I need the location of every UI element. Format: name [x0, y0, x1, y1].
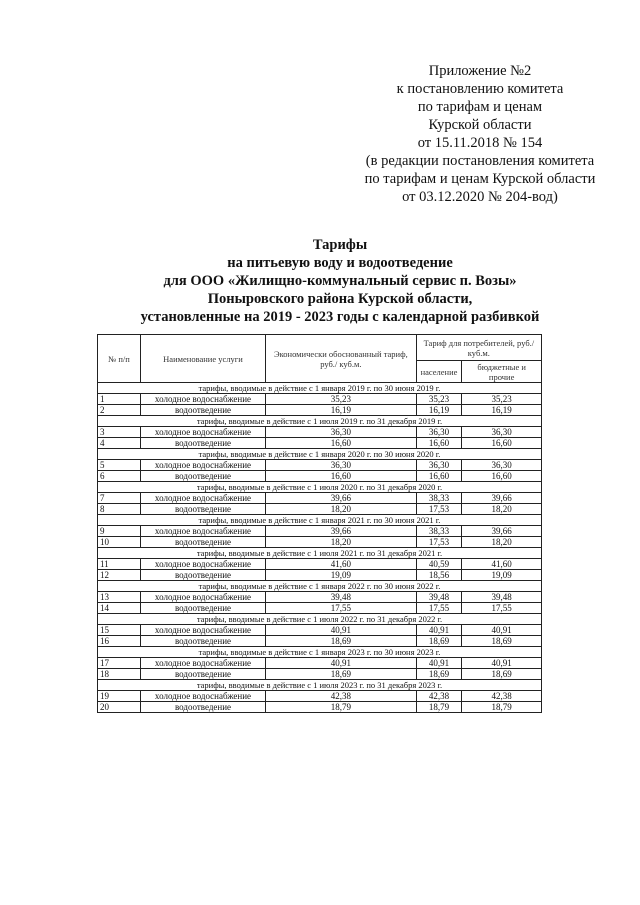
document-title [60, 236, 620, 326]
period-label: тарифы, вводимые в действие с 1 июля 2021 г. по 31 декабря 2021 г. [98, 548, 542, 559]
table-row [98, 691, 542, 702]
header-budget: бюджетные и прочие [462, 361, 542, 383]
row-number: 2 [98, 405, 141, 416]
appendix-line: Приложение №2 [428, 63, 532, 79]
service-name: водоотведение [141, 636, 266, 647]
economic-tariff: 40,91 [266, 658, 417, 669]
budget-tariff: 41,60 [462, 559, 542, 570]
budget-tariff: 40,91 [462, 625, 542, 636]
budget-tariff: 16,60 [462, 471, 542, 482]
period-label: тарифы, вводимые в действие с 1 января 2023 г. по 30 июня 2023 г. [98, 647, 542, 658]
population-tariff: 18,79 [416, 702, 462, 713]
population-tariff: 39,48 [416, 592, 462, 603]
header-num: № п/п [98, 335, 141, 383]
economic-tariff: 18,69 [266, 636, 417, 647]
service-name: водоотведение [141, 702, 266, 713]
row-number: 18 [98, 669, 141, 680]
population-tariff: 17,53 [416, 537, 462, 548]
economic-tariff: 16,60 [266, 438, 417, 449]
economic-tariff: 19,09 [266, 570, 417, 581]
service-name: водоотведение [141, 669, 266, 680]
budget-tariff: 40,91 [462, 658, 542, 669]
table-row [98, 603, 542, 614]
economic-tariff: 35,23 [266, 394, 417, 405]
economic-tariff: 40,91 [266, 625, 417, 636]
period-row [98, 482, 542, 493]
row-number: 1 [98, 394, 141, 405]
population-tariff: 36,30 [416, 460, 462, 471]
period-row [98, 416, 542, 427]
row-number: 11 [98, 559, 141, 570]
tariffs-table [97, 334, 542, 713]
service-name: холодное водоснабжение [141, 592, 266, 603]
appendix-block [330, 62, 630, 206]
population-tariff: 35,23 [416, 394, 462, 405]
row-number: 6 [98, 471, 141, 482]
economic-tariff: 36,30 [266, 427, 417, 438]
budget-tariff: 35,23 [462, 394, 542, 405]
budget-tariff: 18,20 [462, 504, 542, 515]
period-row [98, 383, 542, 394]
table-row [98, 636, 542, 647]
tariffs-body [98, 383, 542, 713]
budget-tariff: 42,38 [462, 691, 542, 702]
period-label: тарифы, вводимые в действие с 1 января 2021 г. по 30 июня 2021 г. [98, 515, 542, 526]
period-label: тарифы, вводимые в действие с 1 июля 2020 г. по 31 декабря 2020 г. [98, 482, 542, 493]
population-tariff: 17,53 [416, 504, 462, 515]
budget-tariff: 16,19 [462, 405, 542, 416]
table-row [98, 438, 542, 449]
population-tariff: 42,38 [416, 691, 462, 702]
population-tariff: 40,91 [416, 625, 462, 636]
row-number: 5 [98, 460, 141, 471]
budget-tariff: 36,30 [462, 460, 542, 471]
service-name: холодное водоснабжение [141, 493, 266, 504]
service-name: водоотведение [141, 438, 266, 449]
row-number: 17 [98, 658, 141, 669]
period-row [98, 647, 542, 658]
budget-tariff: 19,09 [462, 570, 542, 581]
economic-tariff: 39,48 [266, 592, 417, 603]
budget-tariff: 18,20 [462, 537, 542, 548]
population-tariff: 18,69 [416, 636, 462, 647]
table-row [98, 559, 542, 570]
service-name: водоотведение [141, 537, 266, 548]
row-number: 13 [98, 592, 141, 603]
service-name: холодное водоснабжение [141, 559, 266, 570]
economic-tariff: 18,20 [266, 537, 417, 548]
population-tariff: 36,30 [416, 427, 462, 438]
row-number: 8 [98, 504, 141, 515]
population-tariff: 18,69 [416, 669, 462, 680]
appendix-line: по тарифам и ценам [417, 99, 543, 115]
economic-tariff: 18,69 [266, 669, 417, 680]
period-label: тарифы, вводимые в действие с 1 июля 2019 г. по 31 декабря 2019 г. [98, 416, 542, 427]
population-tariff: 16,60 [416, 471, 462, 482]
population-tariff: 16,19 [416, 405, 462, 416]
service-name: холодное водоснабжение [141, 625, 266, 636]
economic-tariff: 18,20 [266, 504, 417, 515]
row-number: 10 [98, 537, 141, 548]
row-number: 9 [98, 526, 141, 537]
row-number: 4 [98, 438, 141, 449]
title-line: Поныровского района Курской области, [207, 291, 473, 307]
service-name: водоотведение [141, 471, 266, 482]
economic-tariff: 18,79 [266, 702, 417, 713]
service-name: водоотведение [141, 603, 266, 614]
row-number: 12 [98, 570, 141, 581]
economic-tariff: 17,55 [266, 603, 417, 614]
title-line: Тарифы [312, 237, 368, 253]
title-line: на питьевую воду и водоотведение [227, 255, 453, 271]
row-number: 16 [98, 636, 141, 647]
table-row [98, 460, 542, 471]
economic-tariff: 42,38 [266, 691, 417, 702]
population-tariff: 17,55 [416, 603, 462, 614]
population-tariff: 40,59 [416, 559, 462, 570]
header-population: население [416, 361, 462, 383]
budget-tariff: 18,79 [462, 702, 542, 713]
service-name: холодное водоснабжение [141, 427, 266, 438]
table-row [98, 658, 542, 669]
period-label: тарифы, вводимые в действие с 1 января 2020 г. по 30 июня 2020 г. [98, 449, 542, 460]
header-service: Наименование услуги [141, 335, 266, 383]
service-name: водоотведение [141, 570, 266, 581]
service-name: холодное водоснабжение [141, 691, 266, 702]
row-number: 14 [98, 603, 141, 614]
appendix-line: к постановлению комитета [396, 81, 564, 97]
appendix-line: от 15.11.2018 № 154 [417, 135, 543, 151]
title-line: установленные на 2019 - 2023 годы с календарной разбивкой [140, 309, 540, 325]
row-number: 20 [98, 702, 141, 713]
row-number: 3 [98, 427, 141, 438]
table-row [98, 427, 542, 438]
population-tariff: 16,60 [416, 438, 462, 449]
service-name: холодное водоснабжение [141, 460, 266, 471]
table-row [98, 702, 542, 713]
service-name: водоотведение [141, 504, 266, 515]
table-row [98, 526, 542, 537]
row-number: 15 [98, 625, 141, 636]
budget-tariff: 17,55 [462, 603, 542, 614]
appendix-line: от 03.12.2020 № 204-вод) [402, 189, 558, 205]
budget-tariff: 39,48 [462, 592, 542, 603]
budget-tariff: 36,30 [462, 427, 542, 438]
table-row [98, 504, 542, 515]
table-row [98, 405, 542, 416]
period-label: тарифы, вводимые в действие с 1 июля 2022 г. по 31 декабря 2022 г. [98, 614, 542, 625]
appendix-line: по тарифам и ценам Курской области [364, 171, 596, 187]
budget-tariff: 18,69 [462, 669, 542, 680]
population-tariff: 40,91 [416, 658, 462, 669]
table-row [98, 625, 542, 636]
period-row [98, 680, 542, 691]
table-row [98, 493, 542, 504]
economic-tariff: 41,60 [266, 559, 417, 570]
row-number: 7 [98, 493, 141, 504]
header-consumer: Тариф для потребителей, руб./куб.м. [416, 335, 541, 361]
period-row [98, 515, 542, 526]
economic-tariff: 36,30 [266, 460, 417, 471]
period-label: тарифы, вводимые в действие с 1 января 2019 г. по 30 июня 2019 г. [98, 383, 542, 394]
economic-tariff: 39,66 [266, 526, 417, 537]
period-label: тарифы, вводимые в действие с 1 января 2022 г. по 30 июня 2022 г. [98, 581, 542, 592]
economic-tariff: 39,66 [266, 493, 417, 504]
service-name: холодное водоснабжение [141, 658, 266, 669]
service-name: водоотведение [141, 405, 266, 416]
service-name: холодное водоснабжение [141, 394, 266, 405]
appendix-line: (в редакции постановления комитета [365, 153, 595, 169]
appendix-line: Курской области [428, 117, 532, 133]
population-tariff: 18,56 [416, 570, 462, 581]
table-row [98, 394, 542, 405]
economic-tariff: 16,19 [266, 405, 417, 416]
row-number: 19 [98, 691, 141, 702]
table-row [98, 537, 542, 548]
service-name: холодное водоснабжение [141, 526, 266, 537]
population-tariff: 38,33 [416, 526, 462, 537]
header-economic: Экономически обоснованный тариф, руб./ куб.м. [266, 335, 417, 383]
population-tariff: 38,33 [416, 493, 462, 504]
budget-tariff: 16,60 [462, 438, 542, 449]
period-row [98, 449, 542, 460]
table-row [98, 471, 542, 482]
period-row [98, 548, 542, 559]
budget-tariff: 18,69 [462, 636, 542, 647]
period-label: тарифы, вводимые в действие с 1 июля 2023 г. по 31 декабря 2023 г. [98, 680, 542, 691]
period-row [98, 581, 542, 592]
table-row [98, 592, 542, 603]
budget-tariff: 39,66 [462, 493, 542, 504]
title-line: для ООО «Жилищно-коммунальный сервис п. Возы» [163, 273, 517, 289]
economic-tariff: 16,60 [266, 471, 417, 482]
budget-tariff: 39,66 [462, 526, 542, 537]
period-row [98, 614, 542, 625]
table-row [98, 669, 542, 680]
table-row [98, 570, 542, 581]
